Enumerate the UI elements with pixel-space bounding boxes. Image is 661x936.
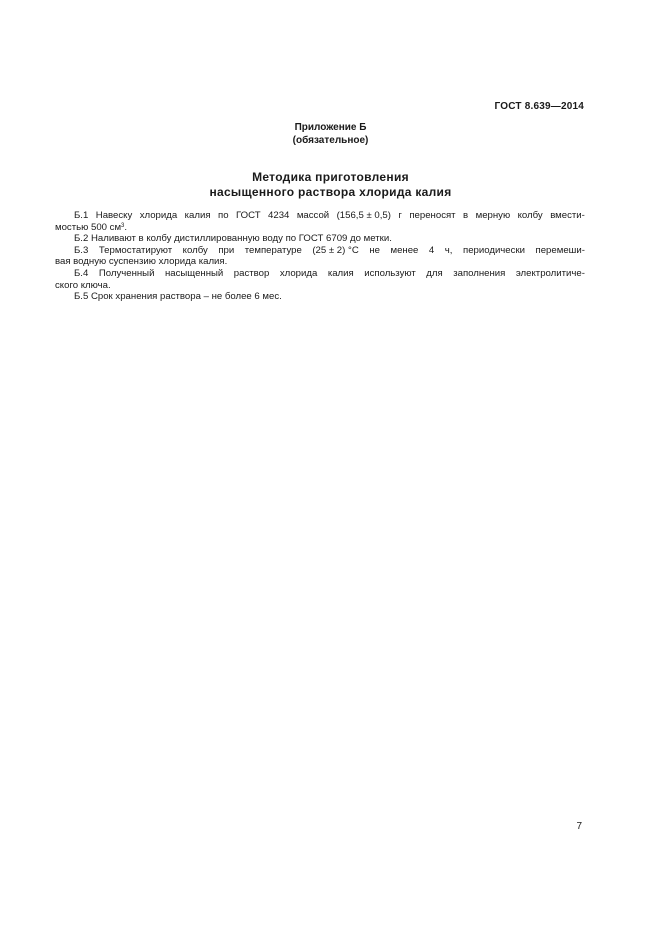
paragraph-b2: Б.2 Наливают в колбу дистиллированную воду по ГОСТ 6709 до метки. xyxy=(74,233,392,245)
word: заполнения xyxy=(453,267,506,279)
word: хлорида xyxy=(279,267,318,279)
word: Б.4 xyxy=(74,267,89,279)
word: мерную xyxy=(475,210,511,221)
word: калия xyxy=(327,267,354,279)
word: электролитиче- xyxy=(515,267,585,279)
word: колбу xyxy=(182,244,208,256)
word: калия xyxy=(184,210,211,221)
word: Навеску xyxy=(95,210,133,221)
paragraph-b5: Б.5 Срок хранения раствора – не более 6 мес. xyxy=(74,291,282,303)
word: Б.1 xyxy=(74,210,89,221)
word: температуре xyxy=(244,244,302,256)
section-title xyxy=(0,170,661,200)
word: колбу xyxy=(517,210,543,221)
word: при xyxy=(218,244,235,256)
word: массой xyxy=(296,210,330,221)
word: Термостатируют xyxy=(98,244,173,256)
page-number: 7 xyxy=(576,821,582,832)
body-text xyxy=(55,210,585,303)
paragraph-b4-line-1 xyxy=(55,268,585,280)
word: насыщенный xyxy=(164,267,224,279)
superscript-3: 3 xyxy=(121,222,125,229)
word: переносят xyxy=(409,210,456,221)
word: Полученный xyxy=(98,267,155,279)
word: перемеши- xyxy=(535,244,585,256)
word: раствор xyxy=(233,267,270,279)
appendix-status: (обязательное) xyxy=(292,135,369,146)
word: г xyxy=(398,210,402,221)
paragraph-b1-line-2-text: мостью 500 см xyxy=(55,221,122,233)
paragraph-b3-line-1 xyxy=(55,245,585,257)
word: менее xyxy=(390,244,419,256)
paragraph-b1-line-2 xyxy=(55,222,585,234)
word: 4 xyxy=(428,244,435,256)
word: не xyxy=(369,244,380,256)
document-code: ГОСТ 8.639—2014 xyxy=(494,101,584,112)
word: ГОСТ xyxy=(235,210,261,221)
appendix-heading xyxy=(0,121,661,147)
word: хлорида xyxy=(139,210,178,221)
word: вмести- xyxy=(550,210,585,221)
paragraph-b1-line-1 xyxy=(55,210,585,222)
paragraph-b3-line-2: вая водную суспензию хлорида калия. xyxy=(55,256,228,268)
title-line-1: Методика приготовления xyxy=(252,170,409,184)
word: периодически xyxy=(463,244,525,256)
word: Б.3 xyxy=(74,244,89,256)
word: 4234 xyxy=(268,210,290,221)
appendix-label: Приложение Б xyxy=(294,122,367,133)
word: используют xyxy=(364,267,416,279)
title-line-2: насыщенного раствора хлорида калия xyxy=(209,185,452,199)
word: в xyxy=(463,210,469,221)
word: по xyxy=(218,210,229,221)
word: (25 ± 2) °С xyxy=(312,244,359,256)
paragraph-b1-line-2-end: . xyxy=(124,221,128,233)
word: ч, xyxy=(444,244,453,256)
word: для xyxy=(426,267,443,279)
word: (156,5 ± 0,5) xyxy=(336,210,391,221)
paragraph-b4-line-2: ского ключа. xyxy=(55,279,111,291)
